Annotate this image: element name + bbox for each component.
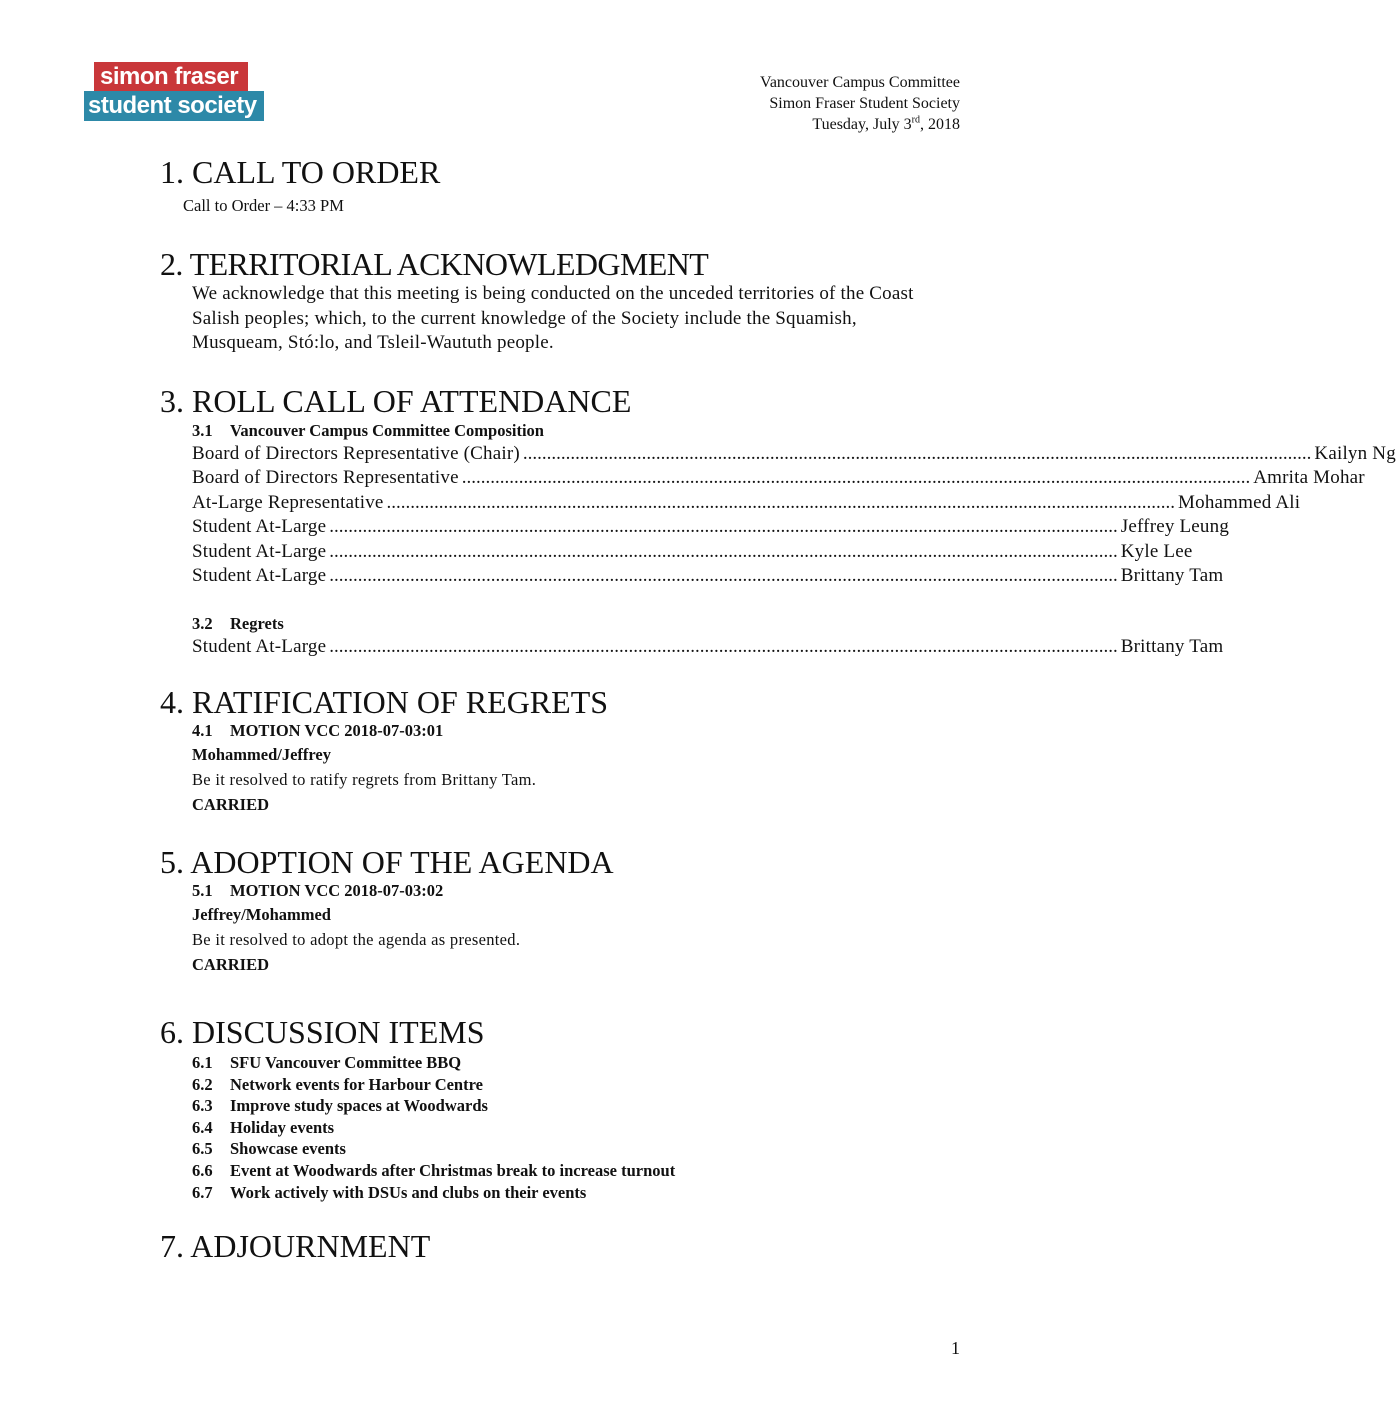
discussion-item: 6.3 Improve study spaces at Woodwards — [192, 1096, 488, 1116]
member-row: At-Large Representative ...................................................................................................................................................................... Mohammed Ali — [192, 491, 1301, 513]
regrets-heading: 3.2 Regrets — [192, 614, 284, 633]
member-row: Student At-Large ...................................................................................................................................................................... Kyle Lee — [192, 540, 1193, 562]
page-number: 1 — [951, 1338, 960, 1358]
header-date: Tuesday, July 3rd, 2018 — [812, 114, 960, 133]
header-society: Simon Fraser Student Society — [769, 95, 960, 112]
section-territorial-title: 2. TERRITORIAL ACKNOWLEDGMENT — [160, 246, 709, 282]
composition-heading: 3.1 Vancouver Campus Committee Composition — [192, 421, 544, 440]
motion-5-1-resolution: Be it resolved to adopt the agenda as presented. — [192, 930, 521, 949]
section-adjournment-title: 7. ADJOURNMENT — [160, 1228, 431, 1264]
motion-5-1-result: CARRIED — [192, 955, 270, 974]
members-list — [192, 442, 1396, 588]
section-adoption-title: 5. ADOPTION OF THE AGENDA — [160, 844, 614, 880]
motion-4-1-resolution: Be it resolved to ratify regrets from Brittany Tam. — [192, 770, 537, 789]
member-row: Student At-Large ...................................................................................................................................................................... Jeffrey Leung — [192, 516, 1230, 538]
discussion-items-list — [192, 1052, 675, 1203]
header-committee: Vancouver Campus Committee — [760, 74, 960, 91]
member-row: Board of Directors Representative ...................................................................................................................................................................... Amrita Mohar — [192, 467, 1365, 489]
document-header — [760, 72, 960, 135]
motion-5-1-heading: 5.1 MOTION VCC 2018-07-03:02 — [192, 881, 444, 900]
discussion-item: 6.2 Network events for Harbour Centre — [192, 1074, 483, 1094]
regret-row: Student At-Large ...................................................................................................................................................................... Brittany Tam — [192, 636, 1224, 657]
discussion-item: 6.1 SFU Vancouver Committee BBQ — [192, 1053, 462, 1072]
motion-4-1-heading: 4.1 MOTION VCC 2018-07-03:01 — [192, 721, 444, 740]
motion-4-1-result: CARRIED — [192, 795, 270, 814]
discussion-item: 6.7 Work actively with DSUs and clubs on their events — [192, 1182, 587, 1202]
motion-4-1-movers: Mohammed/Jeffrey — [192, 745, 331, 764]
section-roll-call-title: 3. ROLL CALL OF ATTENDANCE — [160, 383, 632, 419]
member-row: Board of Directors Representative (Chair) ...................................................................................................................................................................... Kailyn Ng — [192, 443, 1396, 464]
discussion-item: 6.4 Holiday events — [192, 1117, 335, 1137]
section-discussion-title: 6. DISCUSSION ITEMS — [160, 1014, 485, 1050]
call-to-order-text: Call to Order – 4:33 PM — [183, 196, 344, 215]
member-row: Student At-Large ...................................................................................................................................................................... Brittany Tam — [192, 564, 1224, 586]
section-call-to-order-title: 1. CALL TO ORDER — [160, 154, 441, 190]
section-ratification-title: 4. RATIFICATION OF REGRETS — [160, 684, 609, 720]
regrets-list — [192, 635, 1224, 659]
territorial-acknowledgment-text: We acknowledge that this meeting is being conducted on the unceded territories of the Coast Salish peoples; which, to the current knowledge of the Society include the Squamish, Musqueam, Stó:lo, and Tsleil-Waututh people. — [192, 283, 914, 353]
logo-line-student-society: student society — [84, 91, 264, 121]
discussion-item: 6.5 Showcase events — [192, 1139, 346, 1159]
sfss-logo — [84, 62, 264, 121]
discussion-item: 6.6 Event at Woodwards after Christmas break to increase turnout — [192, 1160, 676, 1180]
motion-5-1-movers: Jeffrey/Mohammed — [192, 905, 331, 924]
logo-line-simon-fraser: simon fraser — [94, 62, 248, 91]
